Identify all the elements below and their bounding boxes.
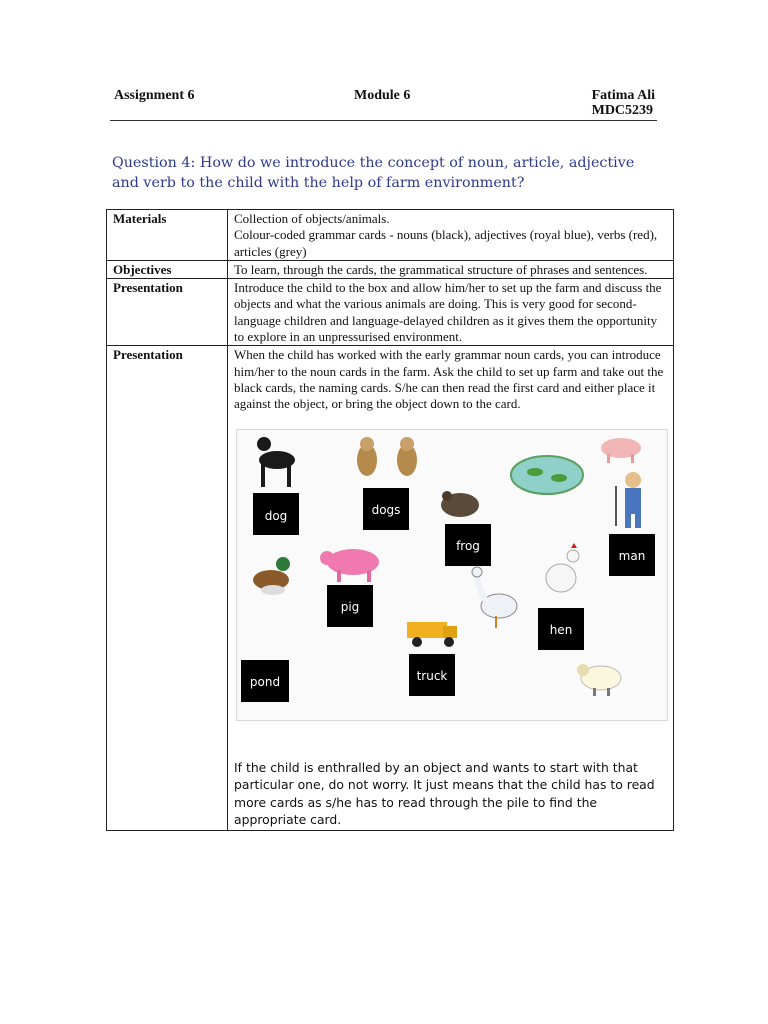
dog-picture (257, 437, 295, 487)
card-dogs (363, 488, 409, 530)
row-content (228, 279, 674, 346)
pig-picture (320, 549, 379, 582)
card-label: pig (340, 599, 360, 614)
row-content (228, 210, 674, 261)
frog-picture (441, 491, 479, 517)
card-label: frog (456, 538, 480, 553)
row-label: Presentation (107, 279, 228, 346)
module-label: Module 6 (354, 88, 411, 103)
course-code: MDC5239 (591, 103, 654, 118)
author-name: Fatima Ali (591, 88, 655, 103)
card-label: dogs (371, 502, 401, 517)
row-label: Objectives (107, 260, 228, 278)
dogs-picture (357, 437, 417, 476)
row-line: Introduce the child to the box and allow him/her to set up the farm and discuss the objects and what the various animals are doing. This is very good for second-language children and language-delayed children as it gives them the opportunity to explore in an unpressurised environment. (234, 280, 662, 345)
row-line: Colour-coded grammar cards - nouns (black), adjectives (royal blue), verbs (red), articles (grey) (234, 227, 658, 259)
table-row (107, 346, 674, 830)
author-block (592, 88, 655, 118)
row-line: Collection of objects/animals. (234, 211, 390, 226)
card-dog (253, 493, 299, 535)
card-pond (241, 660, 289, 702)
pond-picture (511, 456, 583, 494)
card-frog (445, 524, 491, 566)
card-label: man (618, 548, 646, 563)
table-row (107, 210, 674, 261)
table-row (107, 279, 674, 346)
table-row (107, 260, 674, 278)
card-pig (327, 585, 373, 627)
card-label: truck (416, 668, 448, 683)
hen-picture (546, 543, 579, 592)
lesson-table (106, 209, 674, 831)
row-line: When the child has worked with the early grammar noun cards, you can introduce him/her to the noun cards in the farm. Ask the child to set up farm and take out the black cards, the naming cards. S/he can then read the first card and either place it against the object, or bring the object down to the card. (234, 347, 664, 412)
farmer-picture (615, 472, 641, 528)
row-label: Materials (107, 210, 228, 261)
pig-picture-small (601, 438, 641, 463)
truck-picture (407, 622, 457, 647)
row-content (228, 260, 674, 278)
note-text: If the child is enthralled by an object and wants to start with that particular one, do not worry. It just means that the child has to read more cards as s/he has to read through the pile to find the appropriate card. (234, 759, 655, 828)
farm-illustration (236, 429, 668, 721)
row-label: Presentation (107, 346, 228, 830)
sheep-picture (577, 664, 621, 696)
page-header (110, 86, 657, 121)
goose-picture (472, 567, 517, 628)
card-label: pond (249, 674, 281, 689)
card-truck (409, 654, 455, 696)
row-content (228, 346, 674, 830)
duck-picture (253, 557, 290, 595)
card-label: dog (264, 508, 288, 523)
card-label: hen (549, 622, 573, 637)
row-line: To learn, through the cards, the grammatical structure of phrases and sentences. (234, 261, 648, 277)
assignment-label: Assignment 6 (114, 88, 195, 103)
question-heading: Question 4: How do we introduce the concept of noun, article, adjective and verb to the child with the help of farm environment? (112, 155, 635, 191)
card-hen (538, 608, 584, 650)
card-man (609, 534, 655, 576)
